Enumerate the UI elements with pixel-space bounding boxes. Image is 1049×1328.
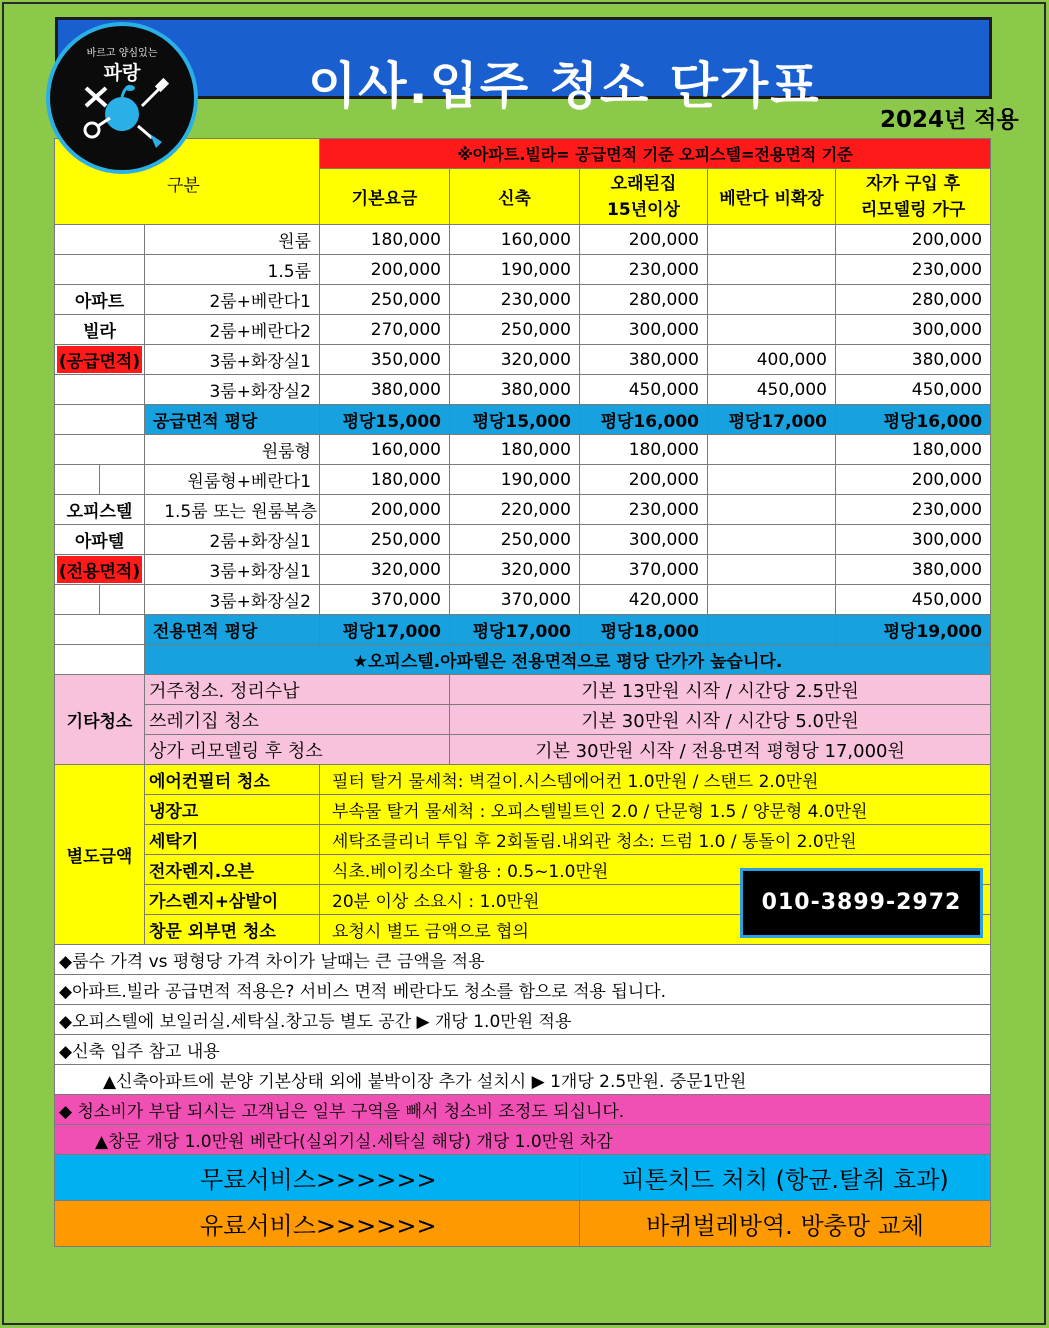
col-header-basic: 기본요금	[320, 169, 450, 225]
off-area-label: (전용면적)	[57, 556, 142, 583]
off-price	[708, 525, 836, 555]
off-price: 230,000	[580, 495, 708, 525]
discount-line: ◆ 청소비가 부담 되시는 고객님은 일부 구역을 빼서 청소비 조정도 되십니다.	[55, 1095, 991, 1125]
off-label-blank	[55, 465, 100, 495]
extra-desc: 요청시 별도 금액으로 협의	[320, 915, 991, 945]
apt-label-blank	[55, 405, 145, 435]
off-price: 370,000	[320, 585, 450, 615]
extra-desc: 식초.베이킹소다 활용 : 0.5~1.0만원	[320, 855, 991, 885]
apt-area-label-cell	[55, 345, 145, 375]
apt-price: 450,000	[708, 375, 836, 405]
apt-price: 250,000	[320, 285, 450, 315]
apt-price	[708, 225, 836, 255]
extra-name: 가스렌지+삼발이	[145, 885, 320, 915]
note-line: ◆아파트.빌라 공급면적 적용은? 서비스 면적 베란다도 청소를 함으로 적용 됩니다.	[55, 975, 991, 1005]
apt-price	[708, 255, 836, 285]
company-logo	[46, 22, 198, 174]
other-name: 거주청소. 정리수납	[145, 675, 450, 705]
off-label: 아파텔	[55, 525, 145, 555]
apt-price: 380,000	[580, 345, 708, 375]
apt-type: 3룸+화장실1	[145, 345, 320, 375]
note-line: ▲신축아파트에 분양 기본상태 외에 붙박이장 추가 설치시 ▶ 1개당 2.5만원. 중문1만원	[55, 1065, 991, 1095]
apt-pyeong-price: 평당15,000	[320, 405, 450, 435]
col-header-veranda: 베란다 비확장	[708, 169, 836, 225]
note-line: ◆룸수 가격 vs 평형당 가격 차이가 날때는 큰 금액을 적용	[55, 945, 991, 975]
off-label-blank	[55, 615, 145, 645]
off-price: 180,000	[320, 465, 450, 495]
apt-label-blank	[55, 375, 145, 405]
off-label-blank	[55, 645, 145, 675]
off-type: 원룸형	[145, 435, 320, 465]
off-pyeong-price	[708, 615, 836, 645]
col-header-remodel: 자가 구입 후 리모델링 가구	[836, 169, 991, 225]
apt-price: 350,000	[320, 345, 450, 375]
off-price	[708, 435, 836, 465]
category-header: 구분	[55, 139, 320, 225]
other-price: 기본 13만원 시작 / 시간당 2.5만원	[450, 675, 991, 705]
apt-price: 190,000	[450, 255, 580, 285]
extra-name: 전자렌지.오븐	[145, 855, 320, 885]
apt-price: 230,000	[450, 285, 580, 315]
off-label-blank	[55, 435, 145, 465]
off-price	[708, 465, 836, 495]
apt-price: 250,000	[450, 315, 580, 345]
officetel-note: ★오피스텔.아파텔은 전용면적으로 평당 단가가 높습니다.	[145, 645, 991, 675]
off-type: 3룸+화장실1	[145, 555, 320, 585]
off-price: 200,000	[320, 495, 450, 525]
apt-label: 아파트	[55, 285, 145, 315]
apt-price: 230,000	[580, 255, 708, 285]
apt-price: 200,000	[836, 225, 991, 255]
logo-tagline: 바르고 양심있는	[86, 48, 158, 59]
off-price: 450,000	[836, 585, 991, 615]
other-name: 쓰레기집 청소	[145, 705, 450, 735]
apt-type: 원룸	[145, 225, 320, 255]
apt-label-blank	[55, 255, 145, 285]
off-type: 2룸+화장실1	[145, 525, 320, 555]
paid-service-label: 유료서비스>>>>>>	[55, 1201, 580, 1247]
off-price	[708, 495, 836, 525]
apt-price: 380,000	[320, 375, 450, 405]
col-header-old: 오래된집 15년이상	[580, 169, 708, 225]
apt-price: 300,000	[836, 315, 991, 345]
off-price: 300,000	[580, 525, 708, 555]
apt-price: 280,000	[580, 285, 708, 315]
extra-desc: 부속물 탈거 물세척 : 오피스텔빌트인 2.0 / 단문형 1.5 / 양문형 4.0만원	[320, 795, 991, 825]
apt-pyeong-price: 평당16,000	[836, 405, 991, 435]
off-pyeong-price: 평당17,000	[450, 615, 580, 645]
apt-price: 320,000	[450, 345, 580, 375]
phone-number: 010-3899-2972	[740, 868, 983, 938]
apt-type: 1.5룸	[145, 255, 320, 285]
extra-name: 세탁기	[145, 825, 320, 855]
apt-price	[708, 285, 836, 315]
other-label: 기타청소	[55, 675, 145, 765]
other-price: 기본 30만원 시작 / 전용면적 평형당 17,000원	[450, 735, 991, 765]
off-label-blank	[100, 585, 145, 615]
off-price: 380,000	[836, 555, 991, 585]
extra-name: 냉장고	[145, 795, 320, 825]
apt-price	[708, 315, 836, 345]
off-price: 230,000	[836, 495, 991, 525]
off-price: 180,000	[836, 435, 991, 465]
apt-pyeong-price: 평당16,000	[580, 405, 708, 435]
apt-price: 280,000	[836, 285, 991, 315]
col-header-new: 신축	[450, 169, 580, 225]
off-price: 190,000	[450, 465, 580, 495]
apt-price: 450,000	[836, 375, 991, 405]
off-price: 250,000	[320, 525, 450, 555]
page-title: 이사.입주 청소 단가표	[308, 57, 821, 115]
apt-type: 2룸+베란다2	[145, 315, 320, 345]
apt-price: 400,000	[708, 345, 836, 375]
off-pyeong-label: 전용면적 평당	[145, 615, 320, 645]
off-price: 420,000	[580, 585, 708, 615]
off-price: 180,000	[450, 435, 580, 465]
apt-pyeong-price: 평당17,000	[708, 405, 836, 435]
cleaning-tools-icon	[50, 26, 194, 170]
apt-pyeong-price: 평당15,000	[450, 405, 580, 435]
off-price: 320,000	[320, 555, 450, 585]
extra-desc: 세탁조클리너 투입 후 2회돌림.내외관 청소: 드럼 1.0 / 통돌이 2.0만원	[320, 825, 991, 855]
off-price: 370,000	[580, 555, 708, 585]
off-price: 160,000	[320, 435, 450, 465]
apt-price: 160,000	[450, 225, 580, 255]
off-label: 오피스텔	[55, 495, 145, 525]
other-price: 기본 30만원 시작 / 시간당 5.0만원	[450, 705, 991, 735]
apt-price: 200,000	[580, 225, 708, 255]
apt-price: 300,000	[580, 315, 708, 345]
extra-name: 에어컨필터 청소	[145, 765, 320, 795]
extra-desc: 필터 탈거 물세척: 벽걸이.시스템에어컨 1.0만원 / 스탠드 2.0만원	[320, 765, 991, 795]
off-price: 300,000	[836, 525, 991, 555]
off-label-blank	[55, 585, 100, 615]
basis-note: ※아파트.빌라= 공급면적 기준 오피스텔=전용면적 기준	[320, 139, 991, 169]
apt-pyeong-label: 공급면적 평당	[145, 405, 320, 435]
other-name: 상가 리모델링 후 청소	[145, 735, 450, 765]
off-price: 220,000	[450, 495, 580, 525]
off-price	[708, 555, 836, 585]
off-area-label-cell	[55, 555, 145, 585]
off-price: 180,000	[580, 435, 708, 465]
apt-area-label: (공급면적)	[57, 346, 142, 373]
off-price: 200,000	[580, 465, 708, 495]
logo-name: 파랑	[103, 62, 141, 84]
note-line: ◆오피스텔에 보일러실.세탁실.창고등 별도 공간 ▶ 개당 1.0만원 적용	[55, 1005, 991, 1035]
off-price: 200,000	[836, 465, 991, 495]
extra-label: 별도금액	[55, 765, 145, 945]
apt-price: 180,000	[320, 225, 450, 255]
discount-line: ▲창문 개당 1.0만원 베란다(실외기실.세탁실 해당) 개당 1.0만원 차감	[55, 1125, 991, 1155]
extra-desc: 20분 이상 소요시 : 1.0만원	[320, 885, 991, 915]
off-pyeong-price: 평당17,000	[320, 615, 450, 645]
apt-label-blank	[55, 225, 145, 255]
price-table	[54, 138, 991, 1247]
free-service-label: 무료서비스>>>>>>	[55, 1155, 580, 1201]
off-price: 370,000	[450, 585, 580, 615]
apt-price: 450,000	[580, 375, 708, 405]
free-service-value: 피톤치드 처치 (항균.탈취 효과)	[580, 1155, 991, 1201]
apt-price: 380,000	[836, 345, 991, 375]
off-price: 250,000	[450, 525, 580, 555]
off-pyeong-price: 평당18,000	[580, 615, 708, 645]
apt-label: 빌라	[55, 315, 145, 345]
off-type: 원룸형+베란다1	[145, 465, 320, 495]
off-type: 1.5룸 또는 원룸복층	[145, 495, 320, 525]
off-price	[708, 585, 836, 615]
apt-type: 2룸+베란다1	[145, 285, 320, 315]
off-label-blank	[100, 465, 145, 495]
apt-price: 270,000	[320, 315, 450, 345]
off-price: 320,000	[450, 555, 580, 585]
apt-price: 380,000	[450, 375, 580, 405]
off-type: 3룸+화장실2	[145, 585, 320, 615]
year-note: 2024년 적용	[880, 107, 1019, 133]
apt-type: 3룸+화장실2	[145, 375, 320, 405]
apt-price: 200,000	[320, 255, 450, 285]
off-pyeong-price: 평당19,000	[836, 615, 991, 645]
extra-name: 창문 외부면 청소	[145, 915, 320, 945]
apt-price: 230,000	[836, 255, 991, 285]
note-line: ◆신축 입주 참고 내용	[55, 1035, 991, 1065]
paid-service-value: 바퀴벌레방역. 방충망 교체	[580, 1201, 991, 1247]
